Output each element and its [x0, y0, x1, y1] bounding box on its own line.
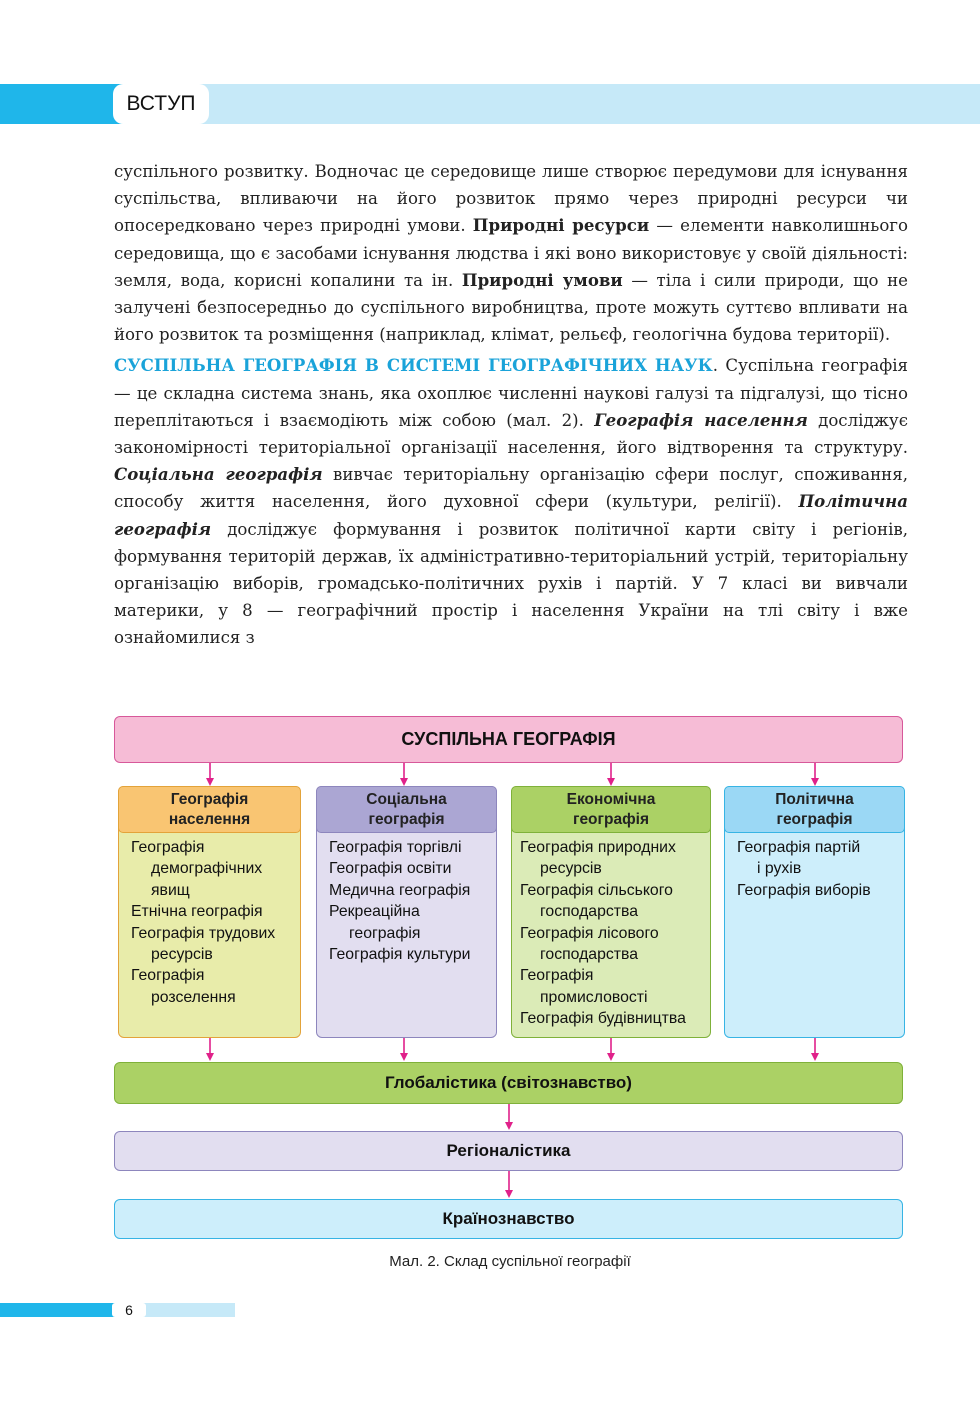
head-line: населення: [168, 810, 251, 828]
term-social-geography: Соціальна географія: [114, 464, 323, 485]
paragraph-1: [114, 158, 908, 348]
column-political-head: [724, 786, 905, 833]
arrow-head: [206, 1053, 214, 1061]
list-item: Географія освіти: [329, 860, 452, 878]
head-line: географія: [572, 810, 649, 828]
head-line: географія: [368, 810, 445, 828]
arrow-head: [206, 778, 214, 786]
list-item: і рухів: [757, 860, 802, 878]
arrow-head: [505, 1122, 513, 1130]
head-line: Географія: [170, 790, 249, 808]
head-line: Політична: [775, 790, 854, 808]
arrow-head: [811, 1053, 819, 1061]
list-item: Географія торгівлі: [329, 839, 462, 856]
diagram-country-box: Країнознавство: [114, 1199, 903, 1239]
list-item: Географія трудових: [131, 924, 276, 942]
list-item: Географія будівництва: [520, 1010, 686, 1028]
text-span: — тіла і сили природи, що не залучені безпосередньо до суспільного виробництва, проте можуть суттєво впливати на його розвиток та розміщення (наприклад, клімат, рельєф, геологічна будова території).: [114, 270, 908, 345]
figure-caption: Мал. 2. Склад суспільної географії: [389, 1253, 631, 1270]
list-item: розселення: [151, 988, 236, 1006]
arrow-head: [607, 1053, 615, 1061]
head-line: географія: [776, 810, 853, 828]
text-span: — елементи навколишнього середовища, що є засобами існування людства і які воно використовує у своїй діяльності: земля, вода, корисні копалини та ін.: [114, 216, 908, 290]
text-span: вивчає територіальну організацію сфери послуг, споживання, способу життя населення, його духовної сфери (культури, релігії).: [114, 465, 908, 512]
text-span: суспільного розвитку. Водночас це середовище лише створює передумови для існування суспільства, впливаючи на його розвиток прямо через природні ресурси чи опосередковано через природні умови.: [114, 162, 908, 236]
list-item: ресурсів: [540, 860, 602, 878]
list-item: Географія: [131, 967, 205, 985]
column-economic-head: [511, 786, 711, 833]
list-item: Медична географія: [329, 881, 471, 899]
diagram-regional-box: Регіоналістика: [114, 1131, 903, 1171]
list-item: Географія природних: [520, 839, 676, 856]
diagram-top-box: СУСПІЛЬНА ГЕОГРАФІЯ: [114, 716, 903, 763]
term-population-geography: Географія населення: [594, 409, 808, 430]
text-span: . Суспільна географія — це складна система знань, яка охоплює численні наукові галузі та підгалузі, що тісно переплітаються і взаємодіють між собою (мал. 2).: [114, 356, 908, 430]
arrow-head: [505, 1190, 513, 1198]
term-political-geography: Політична географія: [114, 491, 908, 539]
column-social-head: [316, 786, 497, 833]
list-item: Етнічна географія: [131, 903, 263, 921]
list-item: Географія: [131, 839, 205, 856]
body-text: [114, 158, 908, 652]
list-item: Географія сільського: [520, 881, 673, 899]
arrow-head: [400, 778, 408, 786]
list-item: ресурсів: [151, 946, 213, 964]
text-span: досліджує закономірності територіальної організації населення, його відтворення та структуру.: [114, 410, 908, 458]
page-number: 6: [112, 1303, 146, 1317]
term-natural-resources: Природні ресурси: [472, 215, 650, 236]
term-natural-conditions: Природні умови: [461, 269, 623, 290]
list-item: господарства: [540, 946, 639, 964]
list-item: промисловості: [540, 988, 648, 1006]
list-item: демографічних: [151, 860, 263, 878]
arrow-head: [607, 778, 615, 786]
list-item: Географія лісового: [520, 924, 659, 942]
section-heading: СУСПІЛЬНА ГЕОГРАФІЯ В СИСТЕМІ ГЕОГРАФІЧНИХ НАУК: [114, 355, 713, 376]
list-item: явищ: [151, 881, 190, 899]
diagram-global-box: Глобалістика (світознавство): [114, 1062, 903, 1104]
list-item: Рекреаційна: [329, 903, 420, 921]
list-item: Географія культури: [329, 946, 471, 964]
header-accent: [0, 84, 125, 124]
head-line: Економічна: [566, 790, 656, 808]
section-title: ВСТУП: [113, 84, 209, 124]
footer-accent: [0, 1303, 120, 1317]
list-item: Географія виборів: [737, 881, 871, 899]
list-item: Географія: [520, 967, 594, 985]
column-population-head: [118, 786, 301, 833]
paragraph-2: [114, 352, 908, 651]
arrow-head: [811, 778, 819, 786]
list-item: господарства: [540, 903, 639, 921]
list-item: географія: [349, 924, 421, 942]
list-item: Географія партій: [737, 839, 861, 856]
arrow-head: [400, 1053, 408, 1061]
head-line: Соціальна: [366, 790, 447, 808]
text-span: досліджує формування і розвиток політичної карти світу і регіонів, формування територій держав, їх адміністративно-територіальний устрій, територіальну організацію виборів, громадсько-політичних рухів і партій. У 7 класі ви вивчали материки, у 8 — географічний простір і населення України на тлі світу і вже ознайомилися з: [114, 519, 908, 648]
